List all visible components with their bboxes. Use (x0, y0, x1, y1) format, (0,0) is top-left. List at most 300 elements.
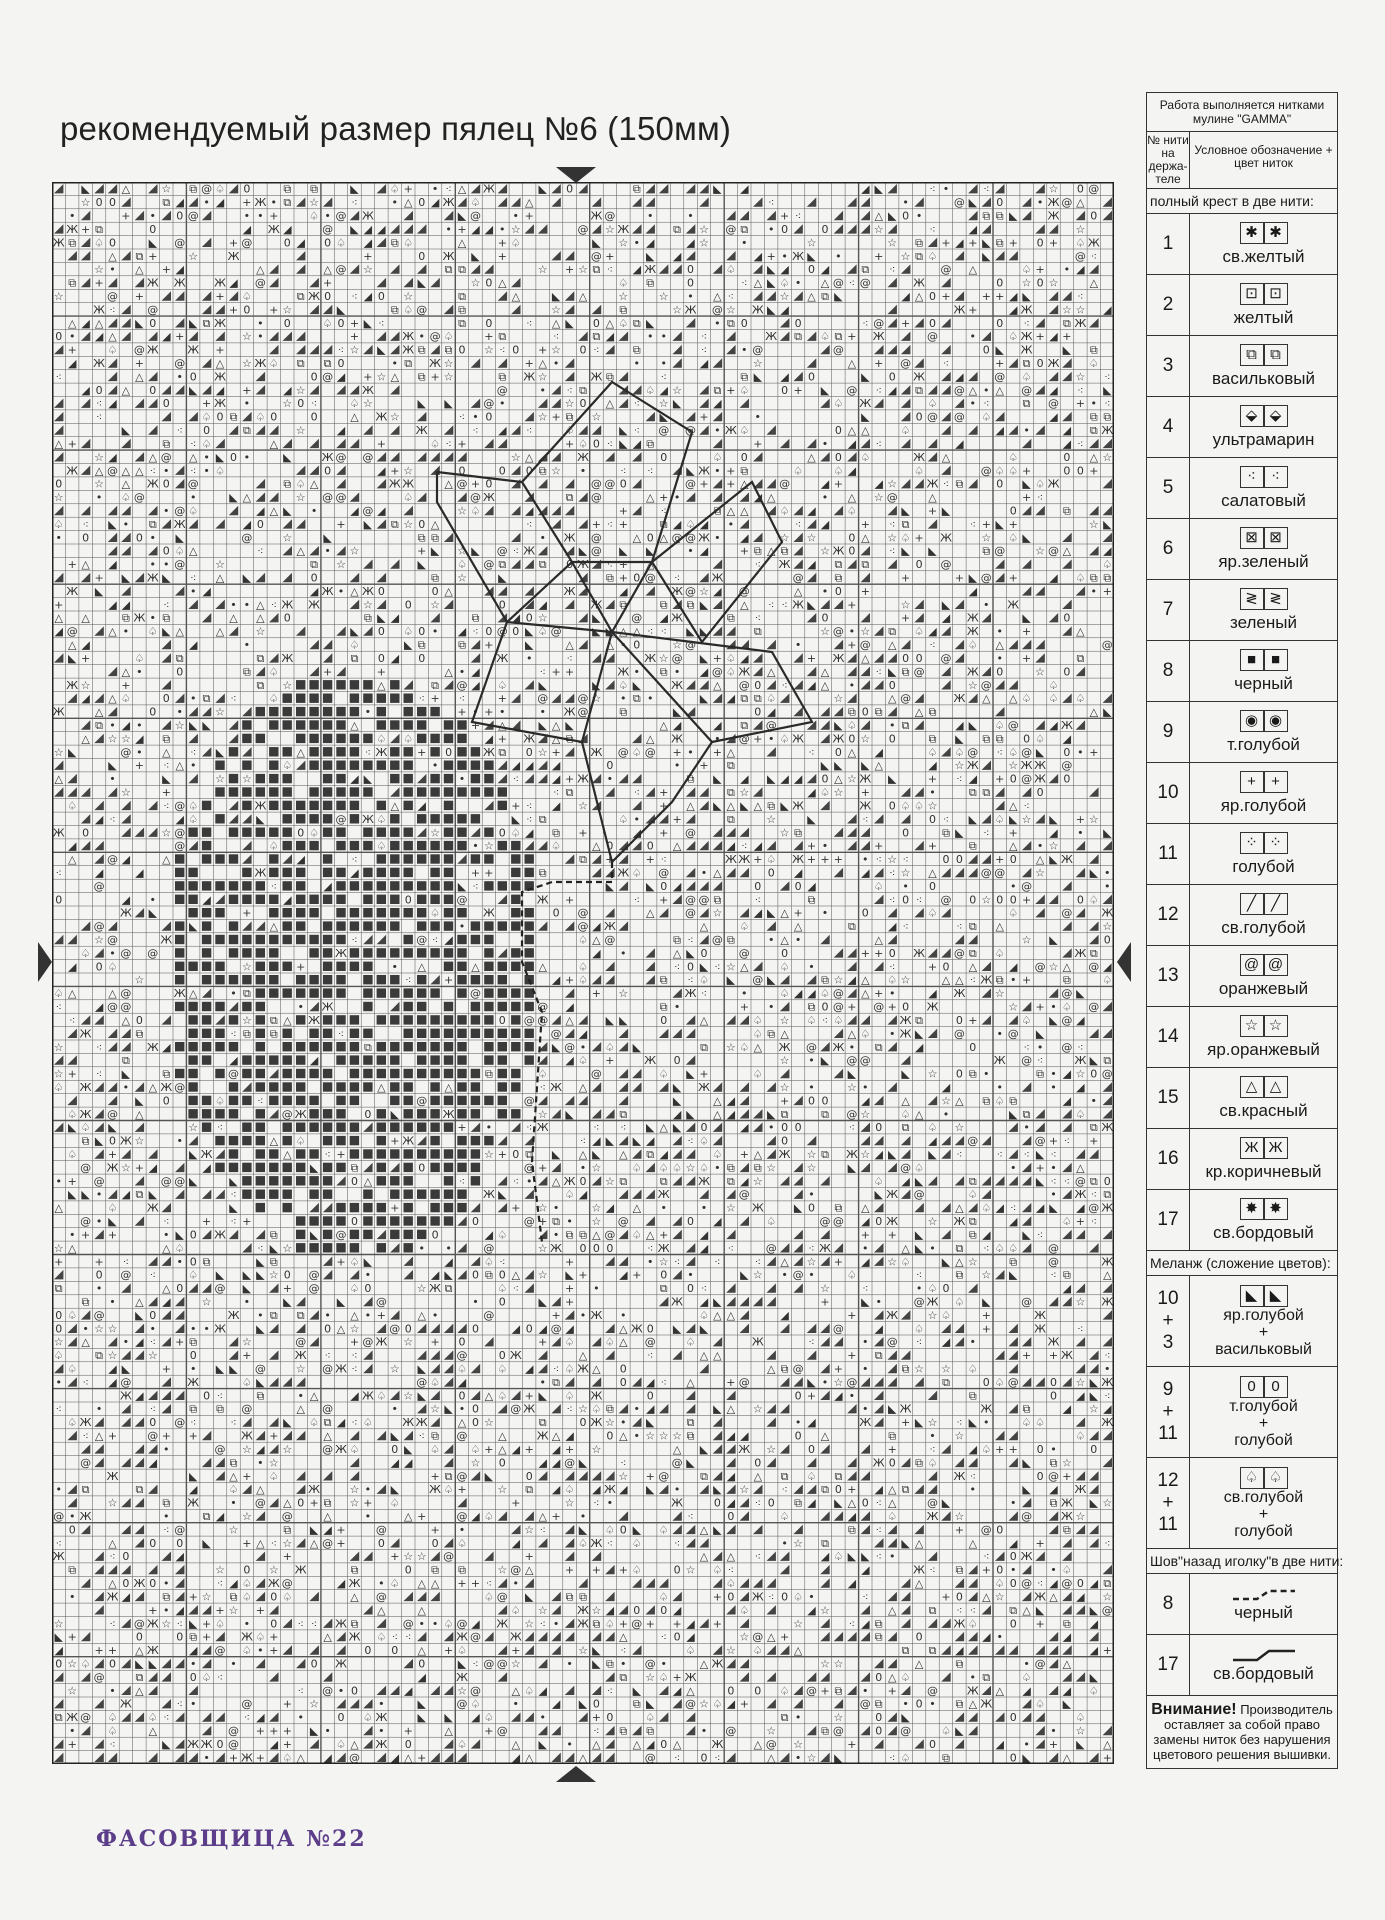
svg-text:Ж: Ж (523, 544, 536, 558)
svg-text:0: 0 (55, 477, 63, 491)
svg-text:@: @ (107, 464, 118, 478)
svg-text:♤: ♤ (268, 665, 279, 679)
svg-text:+: + (282, 1724, 292, 1738)
svg-text:+: + (578, 1268, 588, 1282)
svg-text:+: + (201, 1215, 212, 1228)
svg-text:◢: ◢ (645, 1737, 655, 1751)
svg-text:◣: ◣ (256, 1322, 265, 1336)
svg-text:△: △ (941, 450, 951, 464)
svg-text:◢: ◢ (242, 517, 252, 531)
svg-text:☆: ☆ (1075, 1510, 1086, 1523)
svg-text:•: • (620, 638, 627, 652)
svg-text:⁖: ⁖ (351, 290, 358, 303)
svg-text:◣: ◣ (686, 1107, 695, 1121)
svg-text:@: @ (496, 1657, 508, 1671)
svg-text:◣: ◣ (390, 1107, 400, 1121)
svg-text:•: • (257, 330, 264, 344)
svg-text:⁖: ⁖ (297, 1684, 304, 1698)
svg-text:⁖: ⁖ (727, 290, 735, 303)
thread-symbol-icon: ◉ (1264, 710, 1288, 732)
svg-text:+: + (659, 826, 669, 840)
svg-text:Ж: Ж (523, 370, 536, 384)
svg-text:Ж: Ж (1060, 853, 1073, 867)
svg-text:◢: ◢ (632, 826, 642, 840)
svg-text:⁖: ⁖ (915, 893, 923, 907)
svg-text:◢: ◢ (457, 1375, 467, 1389)
svg-text:△: △ (1062, 544, 1072, 558)
svg-text:@: @ (174, 558, 186, 572)
svg-text:☆: ☆ (362, 397, 373, 411)
svg-text:⧉: ⧉ (1089, 571, 1098, 585)
svg-text:♤: ♤ (725, 652, 736, 665)
svg-text:Ж: Ж (953, 303, 966, 317)
svg-text:◢: ◢ (901, 290, 910, 303)
svg-text:•: • (821, 437, 829, 451)
thread-symbol-icon: @ (1264, 954, 1288, 976)
svg-text:+: + (255, 1603, 266, 1617)
svg-text:@: @ (913, 1188, 925, 1202)
svg-text:⧉: ⧉ (780, 544, 789, 558)
svg-text:♤: ♤ (67, 799, 78, 813)
svg-text:☆: ☆ (672, 1429, 683, 1443)
svg-text:☆: ☆ (309, 196, 320, 210)
svg-text:△: △ (363, 1174, 373, 1188)
melange-line-2: васильковый (1215, 1340, 1312, 1358)
svg-text:◢: ◢ (780, 263, 789, 277)
svg-text:☆: ☆ (362, 263, 373, 277)
svg-text:♤: ♤ (376, 1389, 387, 1403)
svg-text:•: • (472, 839, 479, 853)
svg-text:♤: ♤ (1021, 1670, 1032, 1684)
svg-text:◣: ◣ (887, 1148, 897, 1161)
svg-text:•: • (646, 692, 654, 706)
svg-text:◢: ◢ (175, 196, 184, 210)
svg-text:Ж: Ж (980, 973, 993, 987)
svg-text:△: △ (592, 839, 601, 853)
svg-text:☆: ☆ (766, 812, 777, 826)
svg-text:◢: ◢ (323, 879, 332, 893)
melange-plus-text: + (1258, 1505, 1269, 1523)
svg-text:+: + (1089, 1134, 1099, 1148)
svg-text:◣: ◣ (457, 879, 467, 893)
svg-text:◢: ◢ (887, 920, 897, 934)
svg-text:0: 0 (498, 1295, 506, 1309)
svg-text:△: △ (686, 1375, 695, 1389)
svg-text:0: 0 (915, 1697, 923, 1711)
svg-text:⧉: ⧉ (323, 357, 332, 370)
svg-text:+: + (1008, 826, 1018, 840)
svg-text:♤: ♤ (322, 316, 333, 330)
svg-text:☆: ☆ (954, 1510, 965, 1523)
svg-text:⁖: ⁖ (1036, 1577, 1044, 1590)
svg-text:0: 0 (55, 1322, 63, 1336)
svg-text:@: @ (832, 625, 844, 639)
svg-text:0: 0 (512, 625, 520, 639)
legend-section-full-cross: полный крест в две нити: (1147, 189, 1337, 214)
svg-text:Ж: Ж (966, 665, 979, 679)
svg-text:•: • (633, 357, 641, 370)
svg-text:Ж: Ж (644, 263, 657, 277)
svg-text:+: + (349, 330, 360, 344)
svg-text:Ж: Ж (456, 1670, 468, 1684)
svg-text:☆: ☆ (94, 450, 105, 464)
svg-text:◣: ◣ (1049, 1201, 1058, 1215)
svg-text:◢: ◢ (215, 1510, 225, 1523)
svg-text:⧉: ⧉ (1089, 1121, 1098, 1135)
svg-text:♤: ♤ (376, 839, 387, 853)
cross-stitch-chart (52, 182, 1114, 1764)
svg-text:♤: ♤ (349, 1282, 360, 1296)
svg-text:+: + (188, 1429, 198, 1443)
svg-text:△: △ (551, 719, 561, 732)
svg-text:◣: ◣ (551, 290, 561, 303)
melange-body (1190, 1276, 1337, 1366)
svg-text:@: @ (1034, 1134, 1046, 1148)
svg-text:△: △ (578, 1148, 588, 1161)
svg-text:Ж: Ж (724, 424, 737, 437)
svg-text:☆: ☆ (161, 1617, 172, 1631)
svg-text:Ж: Ж (133, 611, 146, 625)
svg-text:•: • (458, 1402, 466, 1416)
svg-text:•: • (552, 1617, 560, 1631)
svg-text:◢: ◢ (108, 450, 117, 464)
svg-text:◣: ◣ (766, 906, 776, 920)
svg-text:0: 0 (498, 464, 506, 478)
svg-text:△: △ (417, 1308, 426, 1322)
svg-text:⧉: ⧉ (229, 1590, 238, 1604)
svg-text:•: • (149, 558, 157, 572)
svg-text:•: • (163, 1510, 170, 1523)
svg-text:♤: ♤ (497, 1282, 508, 1296)
svg-text:@: @ (725, 1724, 737, 1738)
svg-text:◢: ◢ (336, 1416, 346, 1430)
svg-text:◣: ◣ (861, 410, 870, 424)
svg-text:•: • (714, 316, 721, 330)
svg-text:⧉: ⧉ (162, 611, 171, 625)
svg-text:◣: ◣ (632, 1684, 642, 1698)
svg-text:0: 0 (458, 1335, 466, 1349)
svg-text:⧉: ⧉ (968, 839, 977, 853)
svg-text:+: + (1021, 491, 1032, 505)
svg-text:♤: ♤ (255, 410, 266, 424)
thread-symbol-icon: ⊡ (1240, 283, 1264, 305)
svg-text:•: • (727, 517, 735, 531)
svg-text:•: • (243, 1617, 251, 1631)
svg-text:♤: ♤ (873, 1174, 884, 1188)
svg-text:+: + (981, 290, 991, 303)
legend-col-desc: Условное обозначение + цвет ниток (1194, 143, 1333, 170)
svg-text:◢: ◢ (538, 1322, 547, 1336)
svg-text:♤: ♤ (578, 933, 588, 947)
svg-text:⧉: ⧉ (753, 692, 762, 706)
svg-text:♤: ♤ (282, 1590, 293, 1604)
svg-text:@: @ (631, 1617, 643, 1631)
svg-text:•: • (660, 1657, 667, 1671)
svg-text:⁖: ⁖ (956, 1603, 963, 1617)
svg-text:♤: ♤ (564, 1188, 575, 1202)
thread-symbol-icon: Ж (1264, 1137, 1288, 1159)
svg-text:+: + (887, 1000, 897, 1014)
svg-text:△: △ (914, 1536, 924, 1550)
svg-text:△: △ (430, 1577, 440, 1590)
svg-text:◣: ◣ (672, 397, 682, 411)
svg-text:•: • (378, 1577, 385, 1590)
svg-text:◣: ◣ (524, 638, 534, 652)
svg-text:Ж: Ж (160, 933, 173, 947)
svg-text:⧉: ⧉ (269, 1308, 278, 1322)
thread-number: 10 (1147, 763, 1190, 823)
svg-text:⁖: ⁖ (633, 424, 641, 437)
svg-text:△: △ (820, 276, 830, 290)
svg-text:0: 0 (377, 1536, 385, 1550)
svg-text:☆: ☆ (537, 1201, 548, 1215)
svg-text:+: + (645, 853, 655, 867)
svg-text:◣: ◣ (81, 1188, 90, 1202)
svg-text:+: + (430, 370, 440, 384)
svg-text:△: △ (296, 1402, 305, 1416)
svg-text:☆: ☆ (1075, 1295, 1086, 1309)
svg-text:☆: ☆ (497, 1483, 508, 1497)
svg-text:◣: ◣ (67, 1121, 77, 1135)
svg-text:⁖: ⁖ (1023, 316, 1030, 330)
svg-text:Ж: Ж (214, 1322, 226, 1336)
svg-text:⁖: ⁖ (539, 1081, 546, 1094)
svg-text:Ж: Ж (684, 303, 697, 317)
svg-text:♤: ♤ (1021, 692, 1032, 706)
svg-text:⧉: ⧉ (390, 517, 399, 531)
svg-text:◣: ◣ (175, 531, 184, 545)
svg-text:@: @ (604, 933, 616, 947)
svg-text:@: @ (93, 1174, 105, 1188)
svg-text:⁖: ⁖ (875, 853, 882, 867)
svg-text:◢: ◢ (592, 920, 601, 934)
svg-text:0: 0 (256, 517, 264, 531)
svg-text:◢: ◢ (162, 1040, 171, 1054)
svg-text:⧉: ⧉ (807, 1000, 816, 1014)
legend-note-warning: Внимание! (1151, 1701, 1237, 1718)
svg-text:⧉: ⧉ (1089, 343, 1098, 357)
svg-text:△: △ (592, 1737, 601, 1751)
svg-text:☆: ☆ (537, 263, 548, 277)
svg-text:⁖: ⁖ (593, 1724, 600, 1738)
svg-text:•: • (431, 625, 439, 639)
svg-text:◣: ◣ (645, 544, 655, 558)
svg-text:Ж: Ж (348, 1630, 361, 1644)
svg-text:@: @ (738, 732, 750, 746)
svg-text:⁖: ⁖ (1104, 1349, 1111, 1363)
svg-text:♤: ♤ (752, 1013, 763, 1027)
svg-text:•: • (794, 1711, 802, 1725)
svg-text:0: 0 (498, 1268, 506, 1282)
svg-text:+: + (605, 1054, 615, 1068)
svg-text:♤: ♤ (766, 853, 777, 867)
svg-text:△: △ (54, 1201, 63, 1215)
thread-symbol-icon: ≷ (1264, 588, 1288, 610)
svg-text:◢: ◢ (202, 1161, 211, 1175)
svg-text:◣: ◣ (484, 1469, 494, 1483)
svg-text:☆: ☆ (604, 1174, 615, 1188)
svg-text:☆: ☆ (672, 383, 683, 397)
svg-text:•: • (378, 1724, 385, 1738)
svg-text:0: 0 (1009, 772, 1017, 786)
svg-text:•: • (149, 209, 157, 223)
svg-text:Ж: Ж (832, 544, 845, 558)
svg-text:0: 0 (996, 893, 1004, 907)
svg-text:◢: ◢ (699, 544, 709, 558)
svg-text:⧉: ⧉ (296, 1308, 305, 1322)
svg-text:•: • (848, 678, 856, 692)
svg-text:◢: ◢ (713, 397, 722, 411)
melange-num-1: 12 (1157, 1470, 1179, 1491)
svg-text:△: △ (135, 263, 144, 277)
legend-thread-row (1147, 702, 1337, 763)
svg-text:⁖: ⁖ (1104, 1389, 1111, 1403)
svg-text:Ж: Ж (563, 1174, 576, 1188)
svg-text:+: + (968, 1013, 978, 1027)
svg-text:Ж: Ж (953, 1469, 966, 1483)
svg-text:0: 0 (404, 1737, 412, 1751)
svg-text:+: + (228, 1751, 239, 1764)
thread-number: 11 (1147, 824, 1190, 884)
svg-text:⧉: ⧉ (982, 544, 991, 558)
svg-text:△: △ (686, 799, 695, 813)
svg-text:Ж: Ж (1074, 1054, 1087, 1068)
svg-text:☆: ☆ (510, 222, 521, 236)
svg-text:◢: ◢ (377, 222, 386, 236)
svg-text:◢: ◢ (417, 1670, 426, 1684)
svg-text:0: 0 (162, 397, 170, 411)
svg-text:◣: ◣ (417, 1389, 426, 1403)
svg-text:△: △ (713, 866, 722, 880)
svg-text:◢: ◢ (94, 1000, 104, 1014)
svg-text:⧉: ⧉ (874, 1040, 883, 1054)
svg-text:⧉: ⧉ (1022, 1402, 1031, 1416)
svg-text:△: △ (524, 1751, 534, 1764)
svg-text:◣: ◣ (108, 517, 117, 531)
thread-number: 8 (1147, 641, 1190, 701)
svg-text:@: @ (228, 1724, 239, 1738)
svg-text:0: 0 (834, 424, 842, 437)
svg-text:♤: ♤ (362, 1416, 373, 1430)
svg-text:◣: ◣ (1008, 1107, 1018, 1121)
svg-text:♤: ♤ (699, 1308, 709, 1322)
svg-text:+: + (524, 1389, 534, 1403)
svg-text:◣: ◣ (699, 598, 709, 612)
thread-symbol-icon: ⊡ (1264, 283, 1288, 305)
svg-text:♤: ♤ (1075, 1107, 1086, 1121)
svg-text:+: + (67, 1174, 77, 1188)
thread-symbol-swatch (1240, 222, 1288, 244)
svg-text:◣: ◣ (793, 1201, 803, 1215)
svg-text:◣: ◣ (861, 370, 870, 384)
svg-text:△: △ (995, 1684, 1004, 1698)
svg-text:♤: ♤ (967, 638, 978, 652)
svg-text:♤: ♤ (174, 1241, 185, 1255)
svg-text:☆: ☆ (282, 1536, 293, 1550)
thread-number: 14 (1147, 1007, 1190, 1067)
svg-text:+: + (161, 786, 171, 799)
svg-text:+: + (564, 1443, 575, 1456)
svg-text:△: △ (1089, 450, 1099, 464)
svg-text:☆: ☆ (241, 1013, 252, 1027)
svg-text:0: 0 (122, 1550, 130, 1564)
svg-text:@: @ (147, 946, 159, 960)
svg-text:◣: ◣ (1103, 705, 1112, 719)
svg-text:♤: ♤ (846, 1268, 857, 1282)
svg-text:⁖: ⁖ (593, 343, 600, 357)
svg-text:@: @ (147, 1429, 159, 1443)
svg-text:◢: ◢ (565, 1054, 574, 1068)
svg-text:♤: ♤ (457, 558, 467, 572)
svg-text:•: • (969, 1483, 977, 1497)
svg-text:♤: ♤ (604, 1040, 615, 1054)
svg-text:•: • (297, 1711, 304, 1725)
svg-text:⧉: ⧉ (632, 182, 641, 196)
svg-text:+: + (954, 571, 965, 585)
svg-text:@: @ (658, 866, 670, 880)
svg-text:Ж: Ж (214, 316, 226, 330)
svg-text:Ж: Ж (200, 1737, 213, 1751)
svg-text:+: + (672, 745, 682, 759)
svg-text:⁖: ⁖ (673, 1255, 681, 1269)
svg-text:•: • (741, 343, 748, 357)
svg-text:⁖: ⁖ (969, 973, 977, 987)
svg-text:☆: ☆ (658, 652, 669, 665)
svg-text:Ж: Ж (590, 209, 603, 223)
svg-text:⧉: ⧉ (162, 732, 171, 746)
svg-text:0: 0 (55, 330, 63, 344)
svg-text:+: + (564, 772, 575, 786)
svg-text:☆: ☆ (591, 1603, 602, 1617)
svg-text:♤: ♤ (779, 276, 790, 290)
svg-text:☆: ☆ (309, 1697, 320, 1711)
svg-text:+: + (564, 1282, 575, 1296)
svg-text:•: • (673, 491, 681, 505)
svg-text:0: 0 (834, 745, 842, 759)
svg-text:•: • (794, 276, 802, 290)
svg-text:◣: ◣ (162, 772, 171, 786)
svg-text:△: △ (350, 1308, 359, 1322)
svg-text:☆: ☆ (645, 1429, 656, 1443)
svg-text:Ж: Ж (913, 276, 926, 290)
svg-text:△: △ (887, 692, 897, 706)
svg-text:@: @ (1021, 383, 1033, 397)
svg-text:•: • (257, 209, 264, 223)
svg-text:◣: ◣ (592, 611, 601, 625)
svg-text:◣: ◣ (780, 799, 789, 813)
svg-text:0: 0 (808, 1443, 815, 1456)
svg-text:⧉: ⧉ (1062, 1523, 1071, 1537)
svg-text:@: @ (1021, 1577, 1033, 1590)
svg-text:+: + (578, 826, 588, 840)
svg-text:◢: ◢ (511, 611, 521, 625)
svg-text:◢: ◢ (1089, 1644, 1099, 1658)
svg-text:0: 0 (351, 1215, 358, 1228)
svg-text:⁖: ⁖ (660, 370, 667, 384)
svg-text:☆: ☆ (215, 1563, 225, 1577)
svg-text:0: 0 (848, 531, 856, 545)
svg-text:△: △ (780, 906, 789, 920)
svg-text:•: • (552, 1228, 560, 1242)
svg-text:+: + (390, 1134, 400, 1148)
svg-text:⧉: ⧉ (915, 249, 924, 263)
svg-text:•: • (620, 946, 627, 960)
svg-text:☆: ☆ (53, 1241, 64, 1255)
svg-text:•: • (741, 236, 748, 250)
svg-text:◢: ◢ (780, 772, 789, 786)
svg-text:◣: ◣ (148, 906, 158, 920)
svg-text:⧉: ⧉ (431, 531, 440, 545)
